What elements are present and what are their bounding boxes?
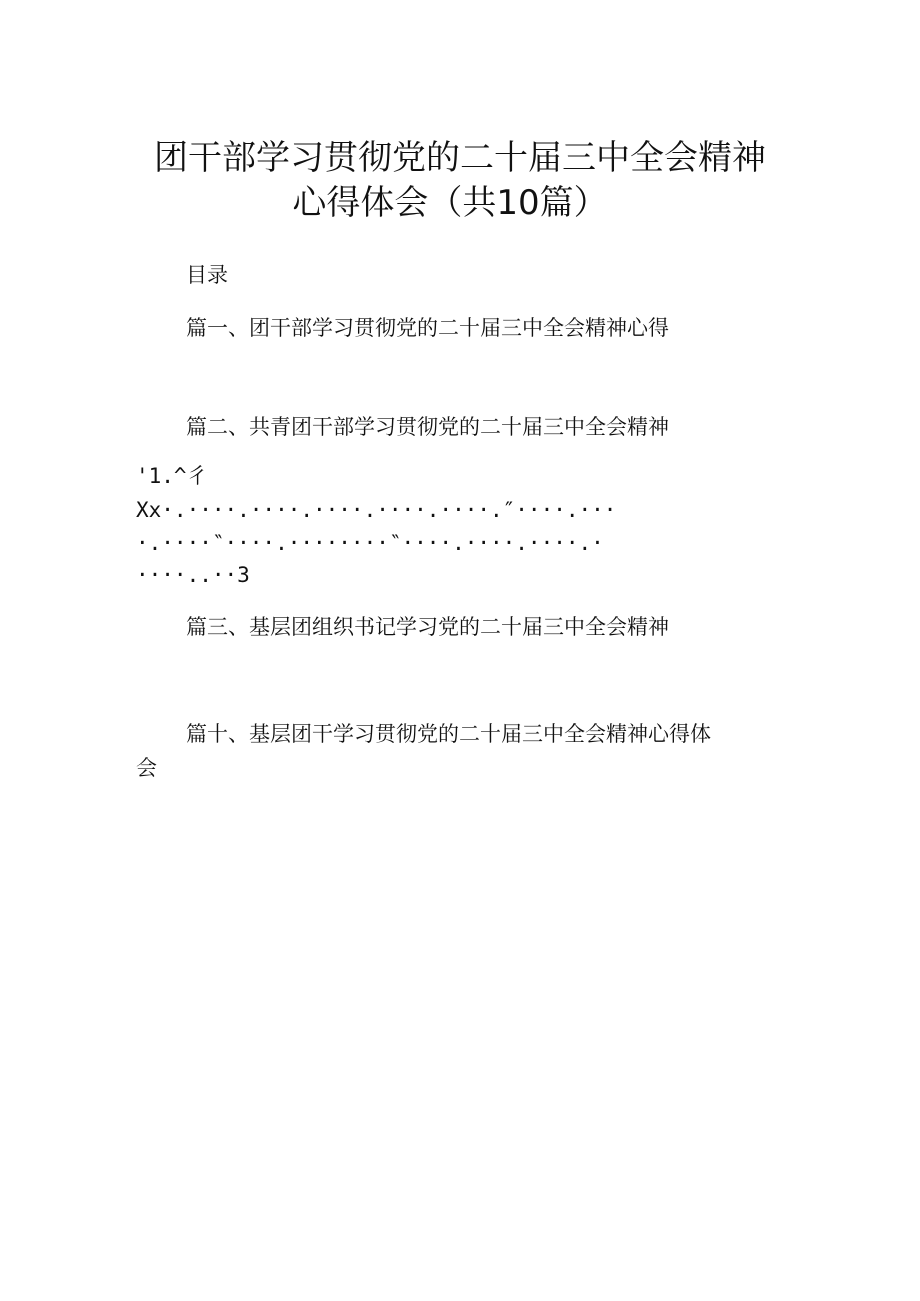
toc-leader-line-4: ····..··3 (136, 563, 250, 587)
toc-leader-line-1: '1.^彳 (136, 464, 208, 488)
toc-leader-line-3: ·.····‶····.········‶····.····.····.· (136, 531, 604, 555)
toc-heading: 目录 (186, 263, 228, 287)
toc-item-2: 篇二、共青团干部学习贯彻党的二十届三中全会精神 (186, 415, 669, 439)
toc-leader-line-2: Xx·.····.····.····.····.····.″····.··· (136, 498, 617, 522)
document-title-line-2: 心得体会（共10篇） (292, 183, 608, 223)
toc-item-1: 篇一、团干部学习贯彻党的二十届三中全会精神心得 (186, 316, 669, 340)
toc-item-10-continuation: 会 (136, 756, 157, 780)
toc-item-3: 篇三、基层团组织书记学习党的二十届三中全会精神 (186, 615, 669, 639)
toc-item-10: 篇十、基层团干学习贯彻党的二十届三中全会精神心得体 (186, 722, 711, 746)
document-title-line-1: 团干部学习贯彻党的二十届三中全会精神 (154, 138, 766, 178)
